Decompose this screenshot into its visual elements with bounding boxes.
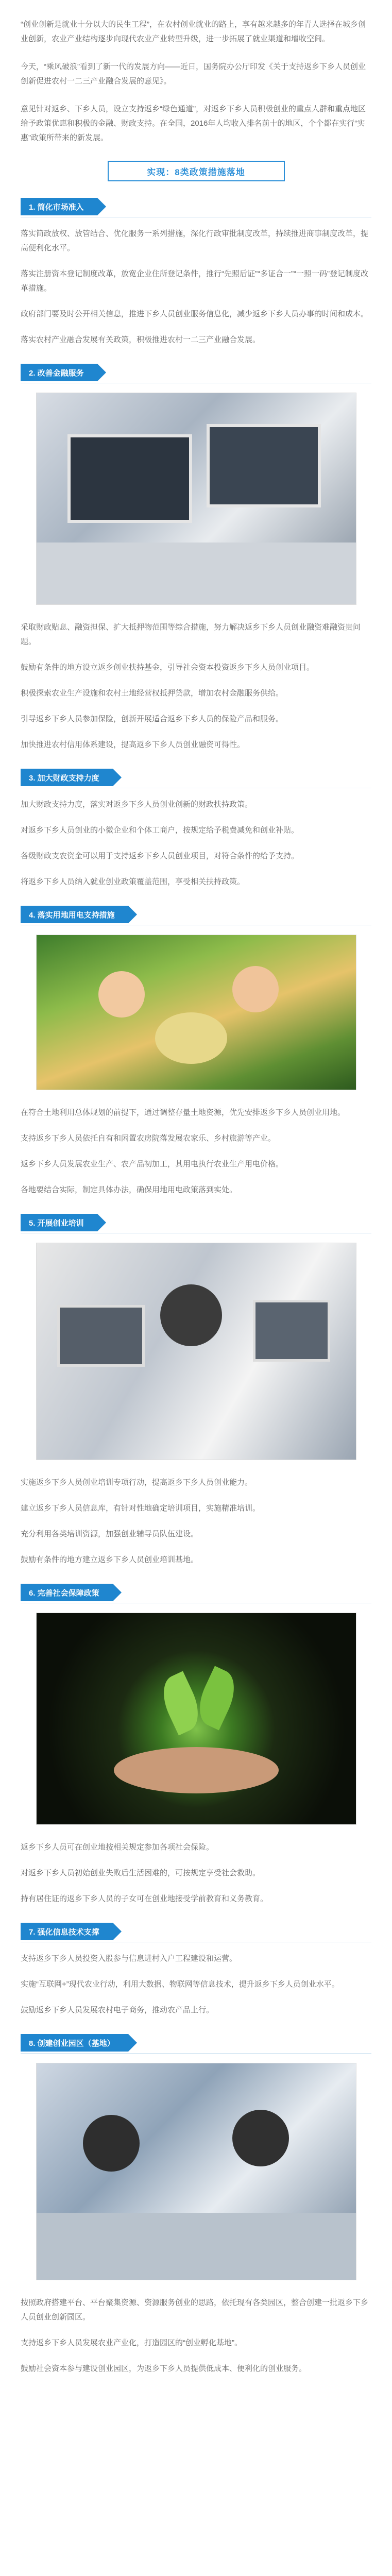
workshop-photo bbox=[36, 2063, 356, 2280]
monitor-shape bbox=[253, 1300, 330, 1362]
section-paragraph: 积极探索农业生产设施和农村土地经营权抵押贷款，增加农村金融服务供给。 bbox=[21, 689, 284, 698]
person-shape bbox=[83, 2115, 140, 2172]
section-divider bbox=[21, 2053, 371, 2054]
section-paragraph: 实施返乡下乡人员创业培训专项行动，提高返乡下乡人员创业能力。 bbox=[21, 1478, 253, 1487]
person-shape bbox=[232, 2110, 289, 2166]
section-title: 2. 改善金融服务 bbox=[21, 364, 97, 381]
section-paragraph: 持有居住证的返乡下乡人员的子女可在创业地接受学前教育和义务教育。 bbox=[21, 1894, 268, 1903]
section-paragraph: 鼓励社会资本参与建设创业园区，为返乡下乡人员提供低成本、便利化的创业服务。 bbox=[21, 2364, 307, 2373]
policy-banner: 实现：8类政策措施落地 bbox=[108, 161, 285, 181]
section-paragraph: 在符合土地利用总体规划的前提下，通过调整存量土地资源，优先安排返乡下乡人员创业用地。 bbox=[21, 1108, 346, 1117]
person-shape bbox=[98, 971, 145, 1018]
section-paragraph: 返乡下乡人员可在创业地按相关规定参加各项社会保险。 bbox=[21, 1843, 214, 1852]
section-title: 4. 落实用地用电支持措施 bbox=[21, 906, 128, 923]
section-title: 1. 简化市场准入 bbox=[21, 198, 97, 215]
section-paragraph: 鼓励返乡下乡人员发展农村电子商务，推动农产品上行。 bbox=[21, 2006, 214, 2014]
section-title: 5. 开展创业培训 bbox=[21, 1214, 97, 1231]
desk-shape bbox=[37, 543, 356, 604]
section-paragraph: 返乡下乡人员发展农业生产、农产品初加工，其用电执行农业生产用电价格。 bbox=[21, 1160, 284, 1168]
person-shape bbox=[232, 966, 279, 1012]
section-heading bbox=[21, 1923, 371, 1940]
section-paragraph: 各地要结合实际，制定具体办法，确保用地用电政策落到实处。 bbox=[21, 1185, 237, 1194]
section-paragraph: 实施“互联网+”现代农业行动，利用大数据、物联网等信息技术，提升返乡下乡人员创业水平。 bbox=[21, 1980, 339, 1989]
monitor-shape bbox=[57, 1305, 145, 1367]
section-paragraph: 鼓励有条件的地方建立返乡下乡人员创业培训基地。 bbox=[21, 1555, 199, 1564]
desk-shape bbox=[37, 2213, 356, 2280]
article-intro bbox=[21, 0, 371, 145]
section-paragraph: 支持返乡下乡人员依托自有和闲置农房院落发展农家乐、乡村旅游等产业。 bbox=[21, 1134, 276, 1143]
section-paragraph: 落实农村产业融合发展有关政策，积极推进农村一二三产业融合发展。 bbox=[21, 335, 261, 344]
section-paragraph: 支持返乡下乡人员投资入股参与信息进村入户工程建设和运营。 bbox=[21, 1954, 237, 1963]
section-paragraph: 将返乡下乡人员纳入就业创业政策覆盖范围，享受相关扶持政策。 bbox=[21, 877, 245, 886]
section-paragraph: 建立返乡下乡人员信息库，有针对性地确定培训项目，实施精准培训。 bbox=[21, 1504, 261, 1513]
office-photo bbox=[36, 393, 356, 605]
section-heading bbox=[21, 906, 371, 923]
section-heading bbox=[21, 2034, 371, 2052]
monitor-shape bbox=[67, 434, 192, 523]
section-paragraph: 支持返乡下乡人员发展农业产业化，打造园区的“创业孵化基地”。 bbox=[21, 2338, 242, 2347]
orchard-photo bbox=[36, 935, 356, 1090]
monitor-shape bbox=[207, 424, 321, 507]
section-heading bbox=[21, 198, 371, 215]
section-paragraph: 对返乡下乡人员初始创业失败后生活困难的，可按规定享受社会救助。 bbox=[21, 1869, 261, 1877]
section-paragraph: 引导返乡下乡人员参加保险，创新开展适合返乡下乡人员的保险产品和服务。 bbox=[21, 715, 284, 723]
section-paragraph: 对返乡下乡人员创业的小微企业和个体工商户，按规定给予税费减免和创业补贴。 bbox=[21, 826, 299, 835]
intro-paragraph: “创业创新是就业十分以大的民生工程”，在农村创业就业的路上，享有越来越多的年青人选择在城乡创业创新，农业产业结构逐步向现代农业产业转型升级，进一步拓展了就业渠道和增收空间。 bbox=[21, 20, 366, 43]
section-title: 3. 加大财政支持力度 bbox=[21, 769, 113, 786]
section-paragraph: 充分利用各类培训资源，加强创业辅导员队伍建设。 bbox=[21, 1530, 199, 1538]
section-paragraph: 落实简政放权、放管结合、优化服务一系列措施，深化行政审批制度改革，持续推进商事制度改革，提高便利化水平。 bbox=[21, 229, 369, 252]
section-title: 8. 创建创业园区（基地） bbox=[21, 2034, 128, 2052]
section-heading bbox=[21, 364, 371, 381]
section-paragraph: 落实注册资本登记制度改革，放宽企业住所登记条件，推行“先照后证”“多证合一”“一照一码”登记制度改革措施。 bbox=[21, 269, 368, 293]
section-paragraph: 按照政府搭建平台、平台聚集资源、资源服务创业的思路，依托现有各类园区，整合创建一批返乡下乡人员创业创新园区。 bbox=[21, 2298, 369, 2321]
section-heading bbox=[21, 769, 371, 786]
section-heading bbox=[21, 1584, 371, 1601]
training-photo bbox=[36, 1243, 356, 1460]
seedling-photo bbox=[36, 1613, 356, 1825]
section-paragraph: 加快推进农村信用体系建设，提高返乡下乡人员创业融资可得性。 bbox=[21, 740, 245, 749]
section-paragraph: 加大财政支持力度，落实对返乡下乡人员创业创新的财政扶持政策。 bbox=[21, 800, 253, 809]
intro-paragraph: 今天，“乘风破浪”看到了新一代的发展方向——近日，国务院办公厅印发《关于支持返乡下乡人员创业创新促进农村一二三产业融合发展的意见》。 bbox=[21, 62, 366, 86]
section-paragraph: 鼓励有条件的地方设立返乡创业扶持基金，引导社会资本投资返乡下乡人员创业项目。 bbox=[21, 663, 315, 672]
section-title: 6. 完善社会保障政策 bbox=[21, 1584, 113, 1601]
section-heading bbox=[21, 1214, 371, 1231]
section-paragraph: 政府部门要及时公开相关信息，推进下乡人员创业服务信息化，减少返乡下乡人员办事的时间和成本。 bbox=[21, 310, 369, 318]
section-paragraph: 采取财政贴息、融资担保、扩大抵押物范围等综合措施，努力解决返乡下乡人员创业融资难融资贵问题。 bbox=[21, 623, 361, 646]
fruit-shape bbox=[155, 1012, 227, 1064]
section-title: 7. 强化信息技术支撑 bbox=[21, 1923, 113, 1940]
section-paragraph: 各级财政支农资金可以用于支持返乡下乡人员创业项目，对符合条件的给予支持。 bbox=[21, 852, 299, 860]
person-shape bbox=[160, 1284, 222, 1346]
intro-paragraph: 意见针对返乡、下乡人员，设立支持返乡“绿色通道”，对返乡下乡人员积极创业的重点人群和重点地区给予政策优惠和积极的金融、财政支持。在全国，2016年人均收入排名前十的地区，个个都在实行“实惠”政策所带来的新发展。 bbox=[21, 105, 366, 142]
leaf-shape bbox=[155, 1671, 207, 1735]
leaf-shape bbox=[191, 1666, 243, 1730]
hands-shape bbox=[114, 1747, 279, 1793]
